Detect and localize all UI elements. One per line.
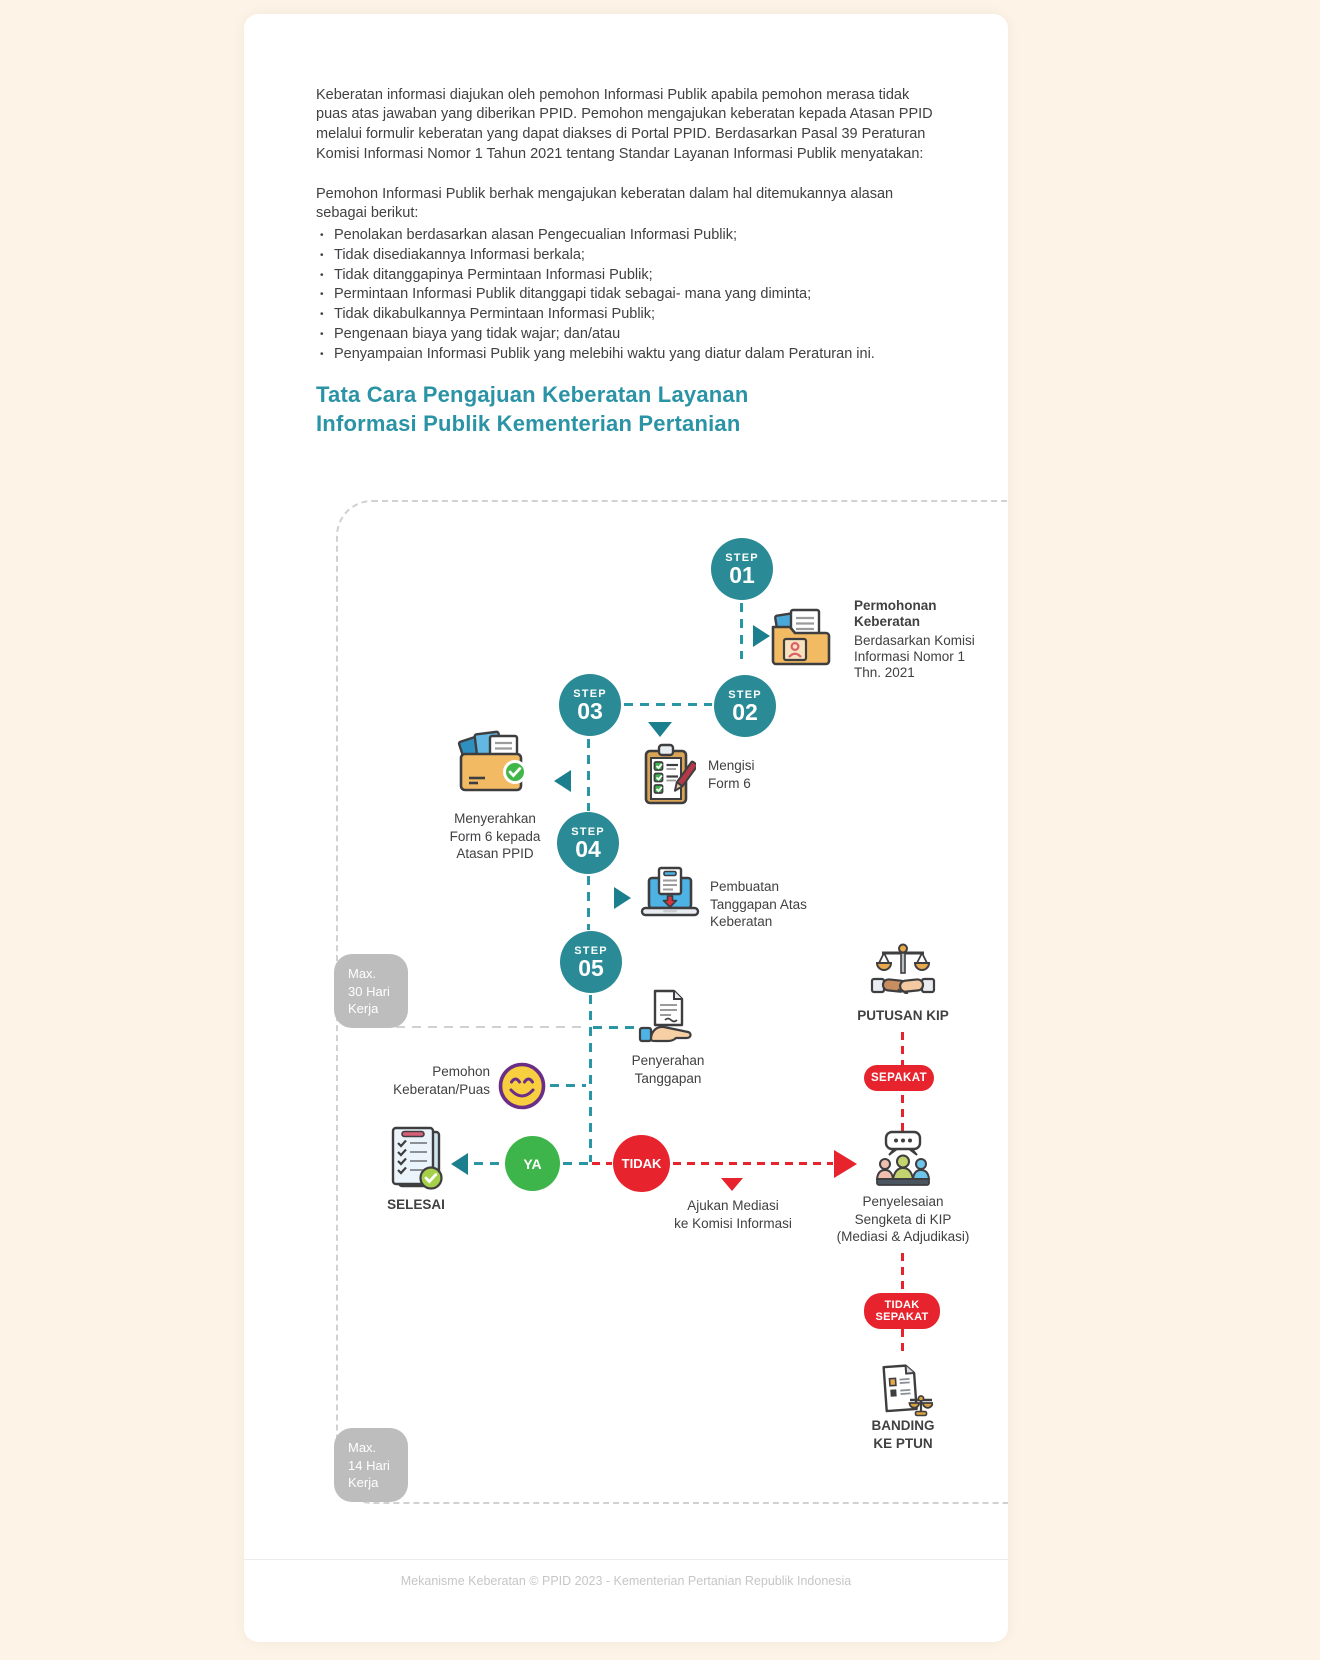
node-mengisi-label bbox=[708, 757, 755, 792]
form-clipboard-icon bbox=[638, 743, 696, 807]
flow-phase-divider bbox=[396, 1026, 584, 1028]
step-03-circle bbox=[559, 674, 621, 736]
step-05-circle bbox=[560, 931, 622, 993]
duration-badge-14 bbox=[334, 1428, 408, 1502]
label-line: Mengisi bbox=[708, 758, 755, 773]
connector-putusan-sepakat bbox=[901, 1032, 904, 1065]
label-line: Atasan PPID bbox=[456, 846, 534, 861]
node-ajukan-label bbox=[663, 1197, 803, 1232]
label-line: Max. bbox=[348, 1440, 377, 1455]
node-permohonan-label bbox=[854, 598, 988, 681]
arrow-right-icon bbox=[614, 887, 631, 909]
step-label: STEP bbox=[728, 688, 762, 701]
step-number: 03 bbox=[577, 697, 603, 724]
node-putusan-label: PUTUSAN KIP bbox=[857, 1008, 949, 1023]
scales-handshake-icon bbox=[870, 943, 936, 1005]
connector-step3-step2 bbox=[624, 703, 712, 706]
list-item: • Pengenaan biaya yang tidak wajar; dan/atau bbox=[320, 325, 942, 345]
label-line: Keberatan bbox=[710, 914, 773, 929]
mediation-people-icon bbox=[871, 1130, 935, 1192]
label-line: Sengketa di KIP bbox=[854, 1211, 952, 1227]
step-04-circle bbox=[557, 812, 619, 874]
label-line: Keberatan/Puas bbox=[393, 1081, 490, 1097]
connector-smiley bbox=[550, 1084, 586, 1087]
list-item: • Penolakan berdasarkan alasan Pengecualian Informasi Publik; bbox=[320, 226, 942, 246]
label-line: Tanggapan Atas bbox=[710, 896, 807, 912]
step-02-circle bbox=[714, 675, 776, 737]
decision-tidak: TIDAK bbox=[613, 1135, 670, 1192]
intro-paragraph-2: Pemohon Informasi Publik berhak mengajukan keberatan dalam hal ditemukannya alasan sebagai berikut: bbox=[316, 185, 894, 222]
step-number: 05 bbox=[578, 954, 604, 981]
connector-ya-selesai bbox=[474, 1162, 504, 1165]
label-line: Menyerahkan bbox=[454, 811, 536, 826]
connector-tidaksepakat-banding bbox=[901, 1329, 904, 1357]
label-line: Tanggapan bbox=[634, 1070, 702, 1086]
connector-step3-step4 bbox=[587, 739, 590, 811]
label-line: BANDING bbox=[871, 1418, 935, 1433]
connector-step5-decision bbox=[589, 995, 592, 1162]
badge-tidak-sepakat bbox=[864, 1293, 940, 1329]
node-penyelesaian-label bbox=[818, 1193, 988, 1246]
label-line: TIDAK bbox=[884, 1298, 920, 1311]
connector-step1-step2 bbox=[740, 603, 743, 659]
label-line: 30 Hari bbox=[348, 983, 390, 999]
connector-tidak-kip bbox=[673, 1162, 833, 1165]
step-number: 04 bbox=[575, 835, 601, 862]
list-item: • Tidak ditanggapinya Permintaan Informasi Publik; bbox=[320, 266, 942, 286]
badge-sepakat: SEPAKAT bbox=[864, 1065, 934, 1091]
list-item: • Tidak dikabulkannya Permintaan Informasi Publik; bbox=[320, 305, 942, 325]
decision-ya: YA bbox=[505, 1136, 560, 1191]
node-title: Permohonan Keberatan bbox=[854, 598, 937, 629]
list-item: • Permintaan Informasi Publik ditanggapi tidak sebagai- mana yang diminta; bbox=[320, 285, 942, 305]
connector-junction-tidak bbox=[592, 1162, 612, 1165]
arrow-down-icon bbox=[648, 722, 672, 737]
footer-text: Mekanisme Keberatan © PPID 2023 - Kementerian Pertanian Republik Indonesia bbox=[400, 1574, 852, 1588]
label-line: Pembuatan bbox=[710, 879, 780, 894]
step-label: STEP bbox=[571, 825, 605, 838]
list-item: • Tidak disediakannya Informasi berkala; bbox=[320, 246, 942, 266]
list-item: • Penyampaian Informasi Publik yang melebihi waktu yang diatur dalam Peraturan ini. bbox=[320, 345, 942, 365]
page-card bbox=[244, 14, 1008, 1642]
label-line: 14 Hari bbox=[348, 1457, 390, 1473]
label-line: Penyelesaian bbox=[862, 1194, 944, 1209]
label-line: ke Komisi Informasi bbox=[674, 1215, 792, 1231]
step-number: 01 bbox=[729, 561, 755, 588]
label-line: SEPAKAT bbox=[875, 1311, 929, 1323]
node-banding-label bbox=[856, 1417, 950, 1452]
label-line: Pemohon bbox=[432, 1064, 490, 1079]
label-line: Max. bbox=[348, 966, 377, 981]
connector-junction-ya bbox=[563, 1162, 589, 1165]
node-menyerahkan-label bbox=[430, 810, 560, 863]
label-line: Ajukan Mediasi bbox=[687, 1198, 779, 1213]
step-label: STEP bbox=[573, 687, 607, 700]
arrow-right-red-icon bbox=[834, 1150, 857, 1178]
footer-divider bbox=[244, 1559, 1008, 1560]
connector-sepakat-kip bbox=[901, 1095, 904, 1133]
step-number: 02 bbox=[732, 698, 758, 725]
flow-phase-divider-teal bbox=[593, 1026, 641, 1029]
label-line: Form 6 bbox=[708, 775, 751, 791]
node-pembuatan-label bbox=[710, 878, 846, 931]
smiley-icon bbox=[497, 1061, 547, 1111]
step-01-circle bbox=[711, 538, 773, 600]
section-title-line1: Tata Cara Pengajuan Keberatan Layanan bbox=[316, 382, 749, 407]
node-pemohon-label bbox=[338, 1063, 490, 1098]
label-line: Penyerahan bbox=[631, 1053, 705, 1068]
checklist-done-icon bbox=[385, 1126, 447, 1194]
step-label: STEP bbox=[574, 944, 608, 957]
reason-list bbox=[320, 226, 942, 365]
arrow-down-red-icon bbox=[721, 1178, 743, 1191]
folder-applicant-icon bbox=[770, 607, 834, 669]
folder-submit-icon bbox=[454, 728, 534, 798]
connector-step4-step5 bbox=[587, 876, 590, 930]
connector-kip-tidaksepakat bbox=[901, 1253, 904, 1293]
node-selesai-label: SELESAI bbox=[387, 1197, 445, 1212]
arrow-left-icon bbox=[451, 1153, 468, 1175]
step-label: STEP bbox=[725, 551, 759, 564]
arrow-left-icon bbox=[554, 770, 571, 792]
section-title bbox=[316, 380, 876, 438]
label-line: Kerja bbox=[348, 1475, 379, 1490]
label-line: Kerja bbox=[348, 1001, 379, 1016]
node-desc: Berdasarkan Komisi Informasi Nomor 1 Thn. 2021 bbox=[854, 633, 975, 680]
laptop-response-icon bbox=[637, 866, 703, 924]
legal-document-scales-icon bbox=[873, 1356, 933, 1420]
arrow-right-icon bbox=[753, 625, 770, 647]
duration-badge-30 bbox=[334, 954, 408, 1028]
label-line: Form 6 kepada bbox=[449, 828, 541, 844]
hand-document-icon bbox=[638, 988, 698, 1046]
section-title-line2: Informasi Publik Kementerian Pertanian bbox=[316, 411, 741, 436]
label-line: KE PTUN bbox=[873, 1435, 933, 1451]
node-penyerahan-label bbox=[616, 1052, 720, 1087]
label-line: (Mediasi & Adjudikasi) bbox=[836, 1229, 970, 1244]
intro-paragraph-1: Keberatan informasi diajukan oleh pemohon Informasi Publik apabila pemohon merasa tidak puas atas jawaban yang diberikan PPID. Pemohon mengajukan keberatan kepada Atasan PPID melalui formulir keberatan yang dapat diakses di Portal PPID. Berdasarkan Pasal 39 Peraturan Komisi Informasi Nomor 1 Tahun 2021 tentang Standar Layanan Informasi Publik menyatakan: bbox=[316, 86, 933, 162]
